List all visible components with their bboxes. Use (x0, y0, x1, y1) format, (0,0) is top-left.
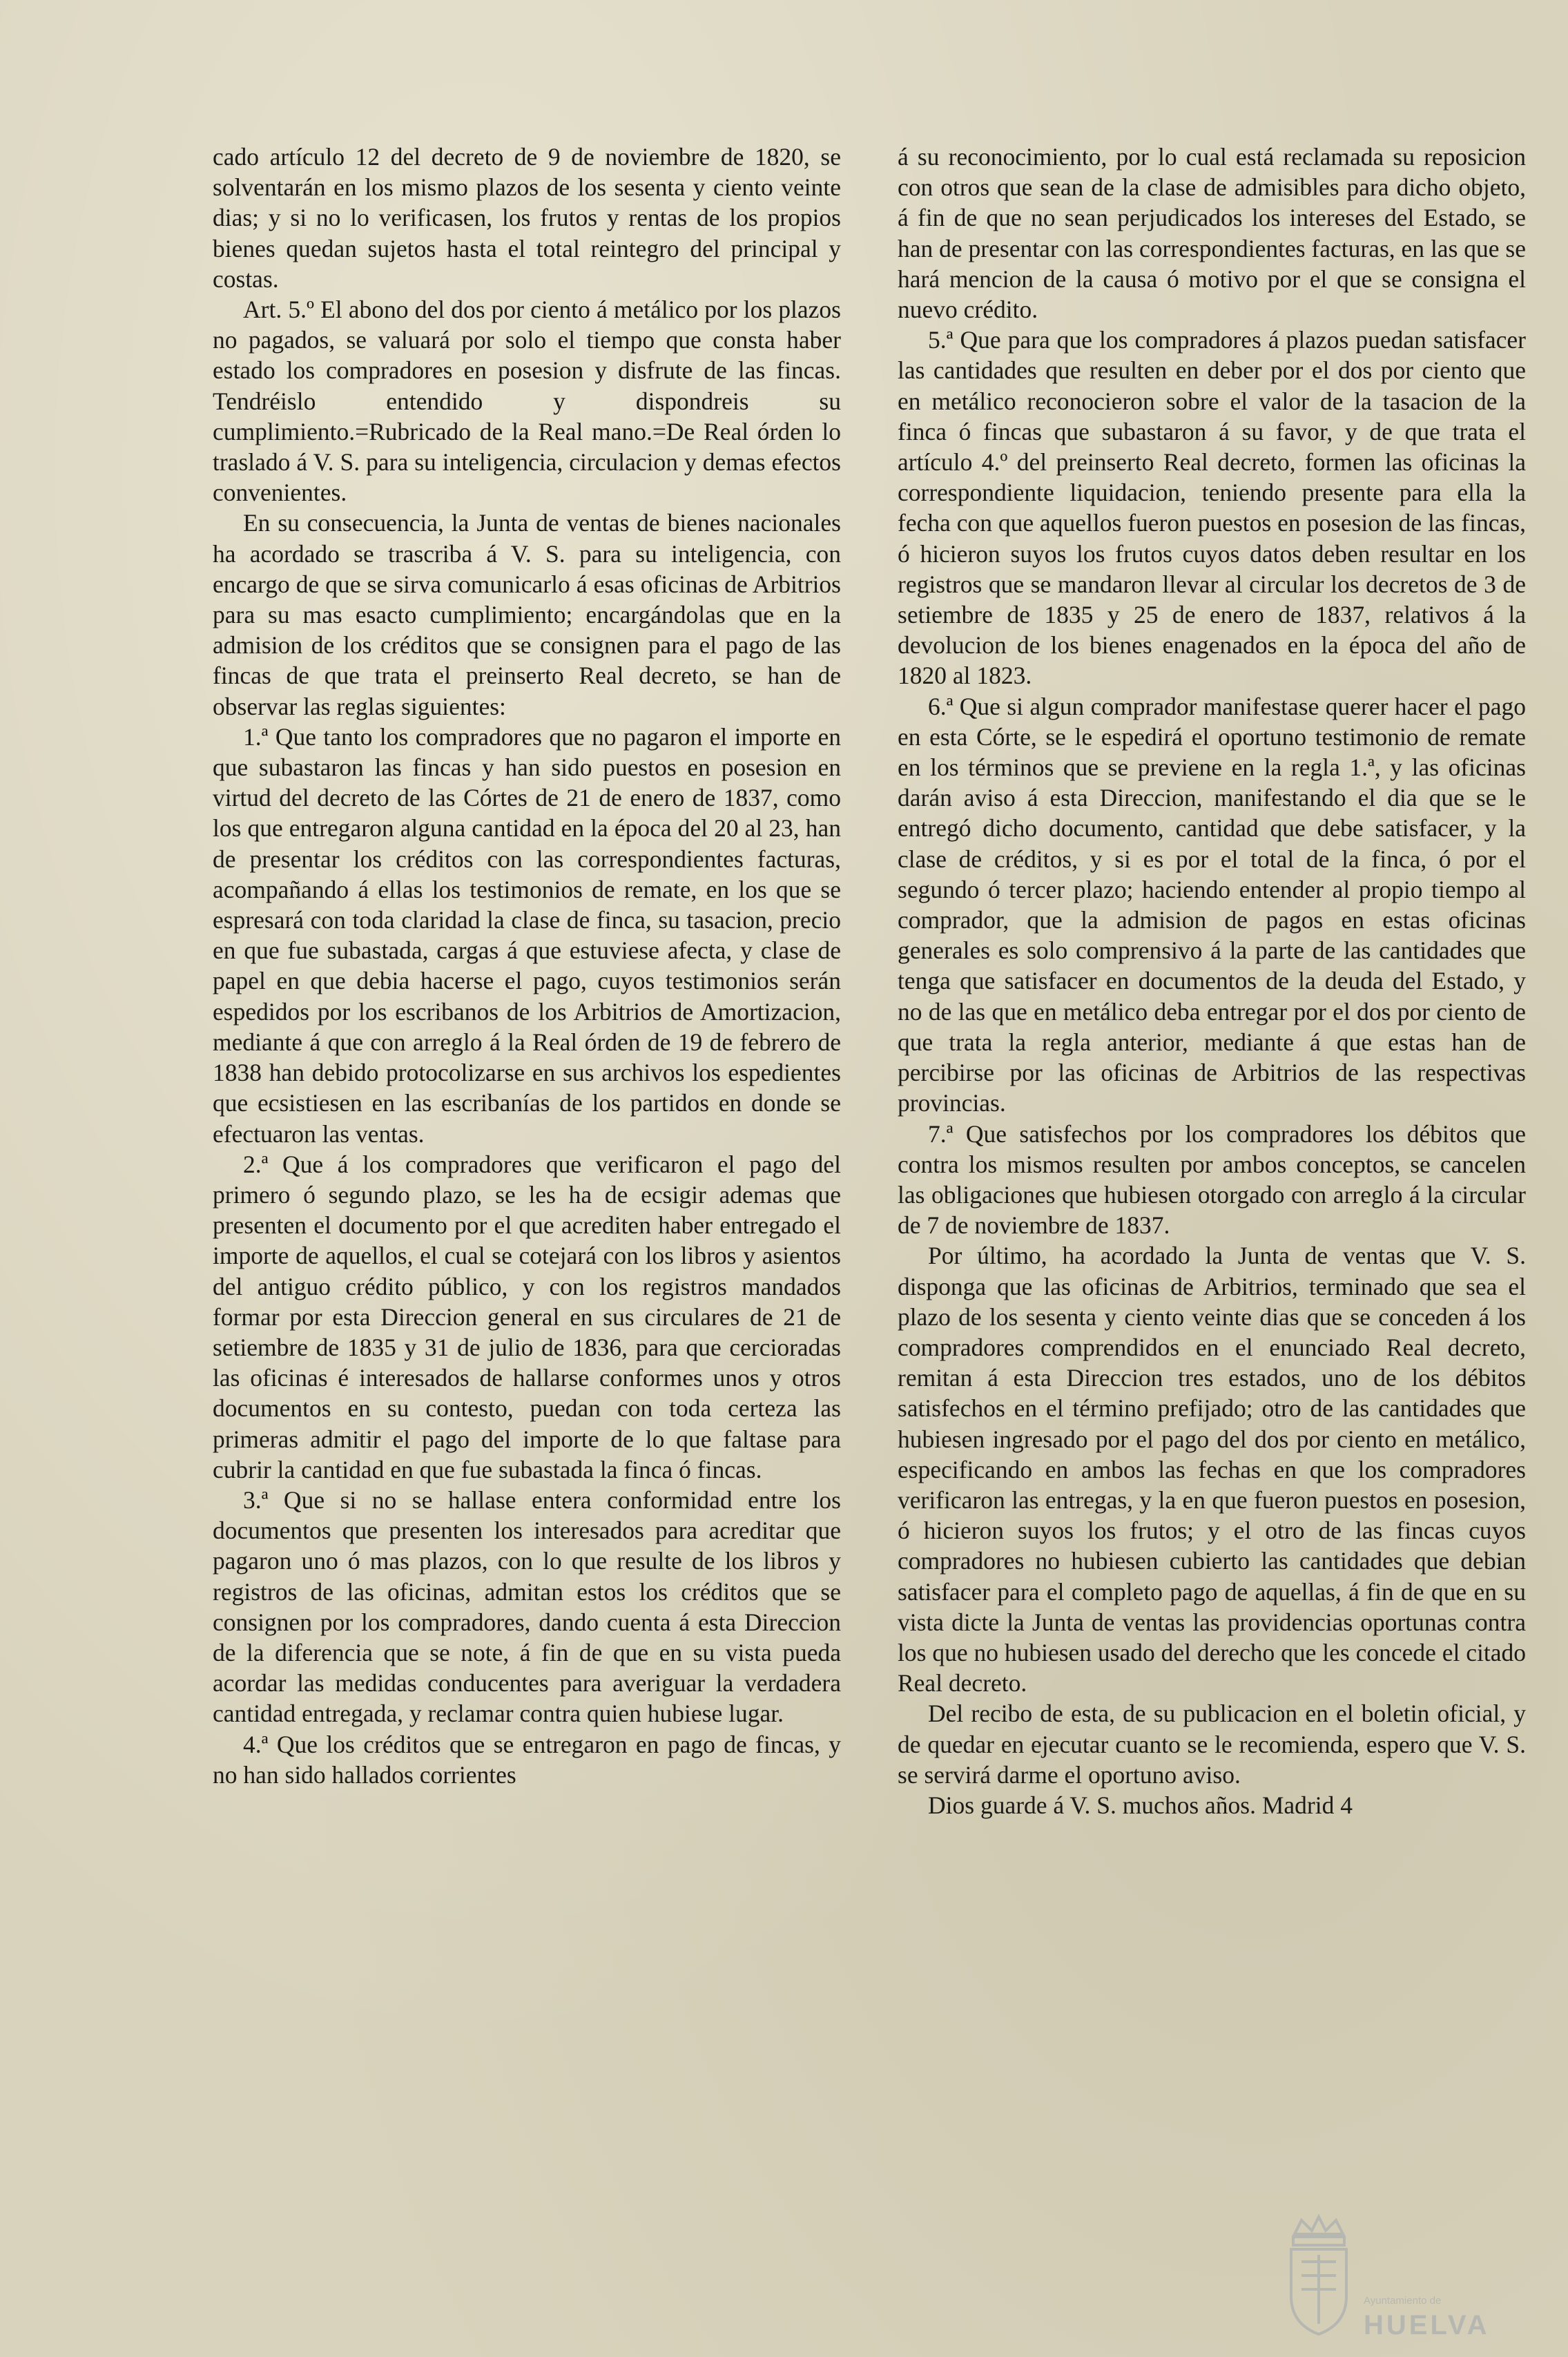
paragraph-continuation: cado artículo 12 del decreto de 9 de noviembre de 1820, se solventarán en los mismo plazos de los sesenta y ciento veinte dias; y si no lo verificasen, los frutos y rentas de los propios bienes quedan sujetos hasta el total reintegro del principal y costas. (213, 143, 841, 293)
paragraph-por-ultimo: Por último, ha acordado la Junta de ventas que V. S. disponga que las oficinas de Arbitrios, terminado que sea el plazo de los sesenta y ciento veinte dias que se conceden á los compradores comprendidos en el enunciado Real decreto, remitan á esta Direccion tres estados, uno de los débitos satisfechos en el término prefijado; otro de las cantidades que hubiesen ingresado por el pago del dos por ciento en metálico, especificando en ambos las fechas en que los compradores verificaron las entregas, y la en que fueron puestos en posesion, ó hicieron suyos los frutos; y el otro de las fincas cuyos compradores no hubiesen cubierto las cantidades que debian satisfacer para el completo pago de aquellas, á fin de que en su vista dicte la Junta de ventas las providencias oportunas contra los que no hubiesen usado del derecho que les concede el citado Real decreto. (898, 1242, 1526, 1697)
paragraph-rule-7: 7.ª Que satisfechos por los compradores los débitos que contra los mismos resulten por ambos conceptos, se cancelen las obligaciones que hubiesen otorgado con arreglo á la circular de 7 de noviembre de 1837. (898, 1119, 1526, 1240)
paragraph-rule-6: 6.ª Que si algun comprador manifestase querer hacer el pago en esta Córte, se le espedirá el oportuno testimonio de remate en los términos que se previene en la regla 1.ª, y las oficinas darán aviso á esta Direccion, manifestando el dia que se le entregó dicho documento, cantidad que debe satisfacer, y la clase de créditos, y si es por el total de la finca, ó por el segundo ó tercer plazo; haciendo entender al propio tiempo al comprador, que la admision de pagos en estas oficinas generales es solo comprensivo á la parte de las cantidades que tenga que satisfacer en documentos de la deuda del Estado, y no de las que en metálico deba entregar por el dos por ciento de que trata la regla anterior, mediante á que estas han de percibirse por las oficinas de Arbitrios de las respectivas provincias. (898, 692, 1526, 1117)
watermark-sublabel: Ayuntamiento de (1364, 2295, 1442, 2307)
watermark-label: HUELVA (1364, 2310, 1490, 2340)
paragraph-recibo: Del recibo de esta, de su publicacion en el boletin oficial, y de quedar en ejecutar cuanto se le recomienda, espero que V. S. se servirá darme el oportuno aviso. (898, 1700, 1526, 1789)
paragraph-rule-4: 4.ª Que los créditos que se entregaron en pago de fincas, y no han sido hallados corrientes (213, 1730, 841, 1789)
paragraph-article-5: Art. 5.º El abono del dos por ciento á metálico por los plazos no pagados, se valuará por solo el tiempo que consta haber estado los compradores en posesion y disfrute de las fincas. Tendréislo entendido y dispondreis su cumplimiento.=Rubricado de la Real mano.=De Real órden lo traslado á V. S. para su inteligencia, circulacion y demas efectos convenientes. (213, 296, 841, 507)
paragraph-rule-3: 3.ª Que si no se hallase entera conformidad entre los documentos que presenten los interesados para acreditar que pagaron uno ó mas plazos, con lo que resulte de los libros y registros de las oficinas, admitan estos los créditos que se consignen por los compradores, dando cuenta á esta Direccion de la diferencia que se note, á fin de que en su vista pueda acordar las medidas conducentes para averiguar la verdadera cantidad entregada, y reclamar contra quien hubiese lugar. (213, 1485, 841, 1728)
paragraph-closing: Dios guarde á V. S. muchos años. Madrid 4 (928, 1791, 1353, 1819)
paragraph-consecuencia: En su consecuencia, la Junta de ventas de bienes nacionales ha acordado se trascriba á V. S. para su inteligencia, con encargo de que se sirva comunicarlo á esas oficinas de Arbitrios para su mas esacto cumplimiento; encargándolas que en la admision de los créditos que se consignen para el pago de las fincas de que trata el preinserto Real decreto, se han de observar las reglas siguientes: (213, 509, 841, 720)
paragraph-rule-2: 2.ª Que á los compradores que verificaron el pago del primero ó segundo plazo, se les ha de ecsigir ademas que presenten el documento por el que acrediten haber entregado el importe de aquellos, el cual se cotejará con los libros y asientos del antiguo crédito público, y con los registros mandados formar por esta Direccion general en sus circulares de 21 de setiembre de 1835 y 31 de julio de 1836, para que cercioradas las oficinas é interesados de hallarse conformes unos y otros documentos en su contesto, puedan con toda certeza las primeras admitir el pago del importe de lo que faltase para cubrir la cantidad en que fue subastada la finca ó fincas. (213, 1150, 841, 1483)
paragraph-rule-1: 1.ª Que tanto los compradores que no pagaron el importe en que subastaron las fincas y han sido puestos en posesion en virtud del decreto de las Córtes de 21 de enero de 1837, como los que entregaron alguna cantidad en la época del 20 al 23, han de presentar los créditos con las correspondientes facturas, acompañando á ellas los testimonios de remate, en los que se espresará con toda claridad la clase de finca, su tasacion, precio en que fue subastada, cargas á que estuviese afecta, y clase de papel en que debia hacerse el pago, cuyos testimonios serán espedidos por los escribanos de los Arbitrios de Amortizacion, mediante á que con arreglo á la Real órden de 19 de febrero de 1838 han debido protocolizarse en sus archivos los espedientes que ecsistiesen en las escribanías de los partidos en donde se efectuaron las ventas. (213, 722, 841, 1148)
crest-icon (1281, 2206, 1357, 2338)
paragraph-rule-4-continuation: á su reconocimiento, por lo cual está reclamada su reposicion con otros que sean de la clase de admisibles para dicho objeto, á fin de que no sean perjudicados los intereses del Estado, se han de presentar con las correspondientes facturas, en las que se hará mencion de la causa ó motivo por el que se consigna el nuevo crédito. (898, 143, 1526, 324)
left-text-column (213, 142, 841, 1790)
right-text-column (898, 142, 1526, 1820)
archive-watermark (1281, 2206, 1529, 2345)
paragraph-rule-5: 5.ª Que para que los compradores á plazos puedan satisfacer las cantidades que resulten en deber por el dos por ciento que en metálico reconocieron sobre el valor de la tasacion de la finca ó fincas que subastaron á su favor, y de que trata el artículo 4.º del preinserto Real decreto, formen las oficinas la correspondiente liquidacion, teniendo presente para ella la fecha con que aquellos fueron puestos en posesion de las fincas, ó hicieron suyos los frutos cuyos datos deben resultar en los registros que se mandaron llevar al circular los decretos de 3 de setiembre de 1835 y 25 de enero de 1837, relativos á la devolucion de los bienes enagenados en la época del año de 1820 al 1823. (898, 326, 1526, 690)
